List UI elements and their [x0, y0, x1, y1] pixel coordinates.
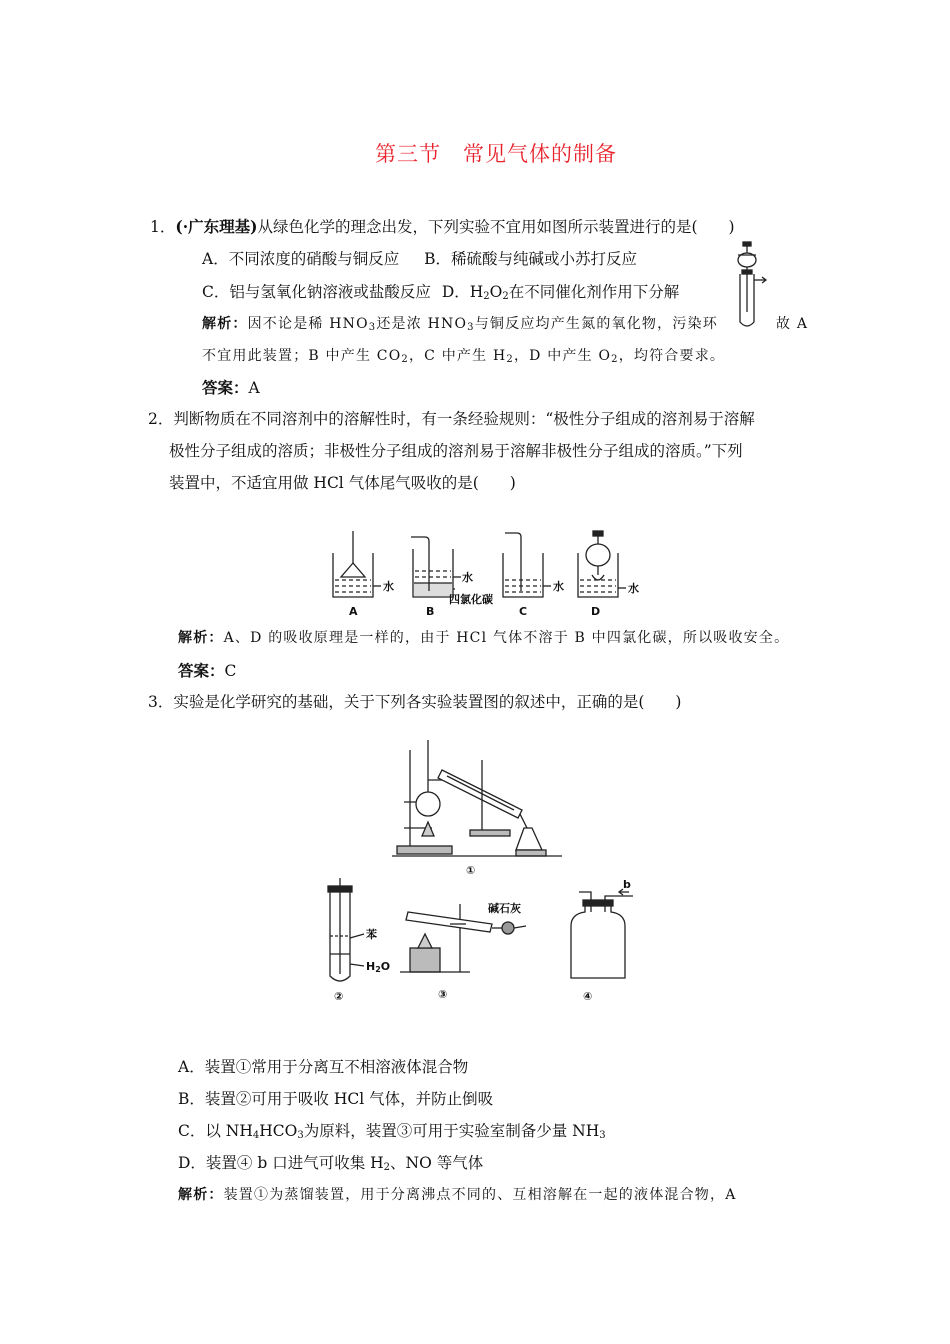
- q1-option-a: A．不同浓度的硝酸与铜反应: [202, 250, 400, 268]
- q3-gas-bottle-figure: [565, 878, 645, 1004]
- q1-option-d: D．$H_2O_2$在不同催化剂作用下分解: [441, 283, 680, 302]
- water-label-b: 水: [462, 571, 473, 584]
- soda-lime-label: 碱石灰: [488, 902, 521, 915]
- q3-heating-figure: [400, 898, 535, 1004]
- water-label-c: 水: [553, 580, 564, 593]
- page-title: 第三节 常见气体的制备: [375, 142, 617, 166]
- question-number: 2．: [148, 410, 174, 428]
- benzene-label: 苯: [366, 928, 377, 941]
- q1-option-ab: [202, 249, 637, 269]
- question-source: (·广东理基): [175, 217, 258, 236]
- question-2-line3: 装置中，不适宜用做 HCl 气体尾气吸收的是( ): [169, 474, 516, 492]
- q1-analysis-line2: 不宜用此装置；B 中产生 $CO_2$，C 中产生 $H_2$，D 中产生 $O_2$，均符合要求。: [202, 348, 726, 365]
- q3-test-tube-figure: [320, 876, 390, 1004]
- question-2-line2: 极性分子组成的溶质；非极性分子组成的溶剂易于溶解非极性分子组成的溶质。”下列: [169, 442, 743, 460]
- inlet-b-label: b: [623, 878, 631, 891]
- analysis-label: 解析：: [178, 630, 224, 646]
- question-number: 1．: [150, 218, 176, 236]
- answer-label: 答案：: [202, 378, 249, 397]
- q2-analysis: 解析：A、D 的吸收原理是一样的，由于 HCl 气体不溶于 B 中四氯化碳，所以吸收安全。: [178, 630, 790, 646]
- q3-option-a: A．装置①常用于分离互不相溶液体混合物: [178, 1058, 469, 1076]
- q3-option-d: D．装置④ b 口进气可收集 $H_2$、NO 等气体: [178, 1154, 484, 1173]
- figure-label-b: B: [426, 605, 435, 618]
- question-text: 从绿色化学的理念出发，下列实验不宜用如图所示装置进行的是( ): [257, 218, 735, 236]
- answer-value: A: [248, 379, 260, 397]
- figure-label-1: ①: [466, 864, 476, 877]
- q1-analysis-line1: 解析：因不论是稀 $HNO_3$还是浓 $HNO_3$与铜反应均产生氮的氧化物，污染环: [202, 316, 718, 333]
- q1-analysis-line1-end: 故 A: [776, 316, 809, 332]
- answer-label: 答案：: [178, 661, 225, 680]
- analysis-label: 解析：: [202, 316, 248, 332]
- water-label-d: 水: [628, 582, 639, 595]
- figure-label-a: A: [349, 605, 358, 618]
- q2-absorption-figure: [325, 525, 639, 620]
- question-3-stem: 3．实验是化学研究的基础，关于下列各实验装置图的叙述中，正确的是( ): [148, 693, 682, 711]
- question-number: 3．: [148, 693, 174, 711]
- q3-analysis: 解析：装置①为蒸馏装置，用于分离沸点不同的、互相溶解在一起的液体混合物，A: [178, 1187, 737, 1203]
- question-1-stem: [150, 217, 735, 237]
- q3-option-c: C．以 $NH_4HCO_3$为原料，装置③可用于实验室制备少量 $NH_3$: [178, 1122, 606, 1141]
- q1-apparatus-figure: [728, 240, 773, 335]
- answer-value: C: [224, 662, 237, 680]
- q3-distillation-figure: [392, 740, 562, 880]
- ccl4-label: 四氯化碳: [449, 593, 493, 606]
- figure-label-4: ④: [583, 990, 593, 1003]
- question-2-line1: 2．判断物质在不同溶剂中的溶解性时，有一条经验规则：“极性分子组成的溶剂易于溶解: [148, 410, 755, 428]
- figure-label-2: ②: [334, 990, 344, 1003]
- q1-option-b: B．稀硫酸与纯碱或小苏打反应: [424, 250, 638, 268]
- figure-label-3: ③: [438, 988, 448, 1001]
- figure-label-c: C: [519, 605, 528, 618]
- q1-option-cd: [202, 282, 679, 302]
- q1-option-c: C．铝与氢氧化钠溶液或盐酸反应: [202, 283, 431, 301]
- q3-option-b: B．装置②可用于吸收 HCl 气体，并防止倒吸: [178, 1090, 494, 1108]
- water-label: H2O: [366, 960, 391, 974]
- water-label-a: 水: [383, 580, 394, 593]
- analysis-label: 解析：: [178, 1187, 224, 1203]
- q1-answer: [202, 378, 260, 398]
- q2-answer: [178, 661, 236, 681]
- figure-label-d: D: [591, 605, 601, 618]
